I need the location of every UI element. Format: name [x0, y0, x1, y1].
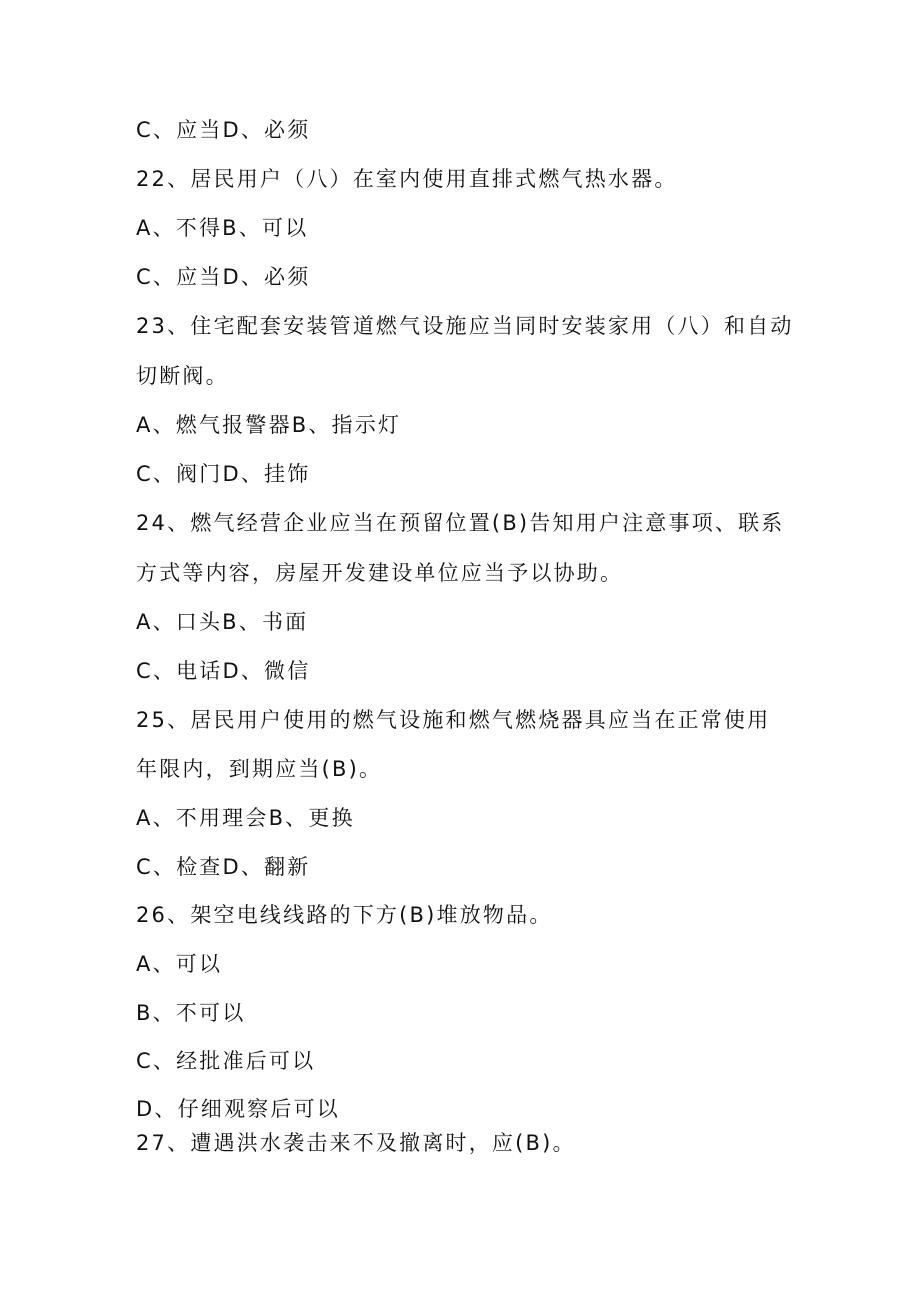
question-22: 22、居民用户（八）在室内使用直排式燃气热水器。 — [136, 167, 678, 191]
option-26-a: A、可以 — [136, 952, 223, 976]
option-line-21-cd: C、应当D、必须 — [136, 118, 311, 142]
option-line-25-ab: A、不用理会B、更换 — [136, 806, 355, 830]
option-line-22-ab: A、不得B、可以 — [136, 216, 309, 240]
question-23: 23、住宅配套安装管道燃气设施应当同时安装家用（八）和自动 — [136, 314, 794, 338]
option-line-25-cd: C、检查D、翻新 — [136, 855, 311, 879]
option-line-22-cd: C、应当D、必须 — [136, 265, 311, 289]
option-26-c: C、经批准后可以 — [136, 1049, 316, 1073]
question-25: 25、居民用户使用的燃气设施和燃气燃烧器具应当在正常使用 — [136, 708, 771, 732]
question-24: 24、燃气经营企业应当在预留位置(B)告知用户注意事项、联系 — [136, 511, 785, 535]
question-23-continuation: 切断阀。 — [136, 364, 229, 388]
option-line-23-cd: C、阀门D、挂饰 — [136, 462, 311, 486]
question-24-continuation: 方式等内容，房屋开发建设单位应当予以协助。 — [136, 561, 624, 585]
option-26-b: B、不可以 — [136, 1001, 246, 1025]
option-26-d: D、仔细观察后可以 — [136, 1097, 340, 1121]
option-line-24-ab: A、口头B、书面 — [136, 610, 309, 634]
option-line-23-ab: A、燃气报警器B、指示灯 — [136, 413, 402, 437]
question-26: 26、架空电线线路的下方(B)堆放物品。 — [136, 903, 553, 927]
question-27: 27、遭遇洪水袭击来不及撤离时，应(B)。 — [136, 1131, 576, 1155]
question-25-continuation: 年限内，到期应当(B)。 — [136, 757, 383, 781]
option-line-24-cd: C、电话D、微信 — [136, 659, 311, 683]
